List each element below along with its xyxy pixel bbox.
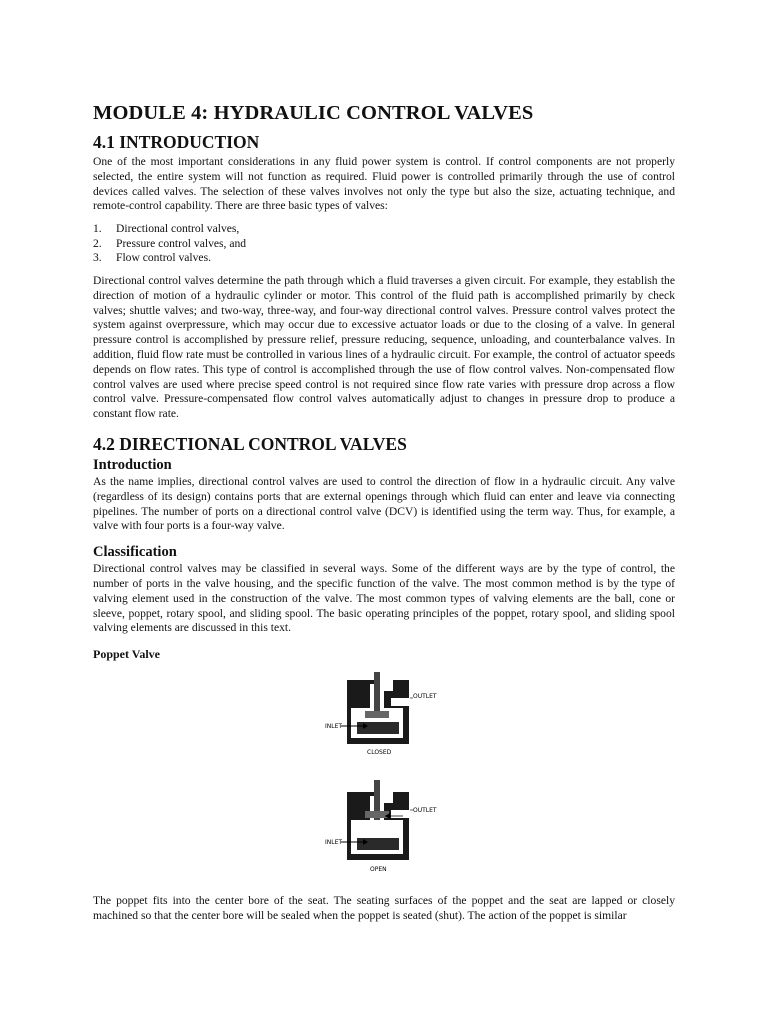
list-number: 1.: [93, 222, 102, 236]
list-text: Directional control valves,: [116, 222, 240, 236]
section-4-1-body: Directional control valves determine the path through which a fluid traverses a given circuit. For example, they establish the direction of motion of a hydraulic cylinder or motor. This control of the fluid path is accomplished primarily by check valves; shuttle valves; and two-way, three-way, and four-way directional control valves. Pressure control valves protect the system against overpressure, which may occur due to excessive actuator loads or due to the closing of a valve. In general pressure control is accomplished by pressure relief, pressure reducing, sequence, unloading, and counterbalance valves. In addition, fluid flow rate must be controlled in various lines of a hydraulic circuit. For example, the control of actuator speeds depends on flow rates. This type of control is accomplished through the use of flow control valves. Non-compensated flow control valves are used where precise speed control is not required since flow rate varies with pressure drop across a flow control valve. Pressure-compensated flow control valves automatically adjust to changes in pressure drop to produce a constant flow rate.: [93, 273, 675, 421]
poppet-valve-figures: [93, 670, 675, 880]
list-text: Pressure control valves, and: [116, 236, 247, 250]
list-text: Flow control valves.: [116, 251, 211, 265]
valve-types-list: [93, 222, 675, 266]
outlet-label: OUTLET: [413, 693, 437, 701]
list-item: [93, 237, 675, 252]
classification-heading: Classification: [93, 544, 177, 561]
outlet-label: OUTLET: [413, 807, 437, 815]
open-label: OPEN: [370, 866, 387, 874]
introduction-heading: Introduction: [93, 456, 172, 473]
module-title: MODULE 4: HYDRAULIC CONTROL VALVES: [93, 102, 534, 124]
poppet-closed-diagram: [323, 670, 443, 765]
document-page: [93, 100, 675, 932]
list-item: [93, 251, 675, 266]
section-4-2-heading: 4.2 DIRECTIONAL CONTROL VALVES: [93, 433, 407, 454]
section-4-2-intro: As the name implies, directional control valves are used to control the direction of flow in a hydraulic circuit. Any valve (regardless of its design) contains ports that are external openings through which fluid can enter and leave via connecting pipelines. The number of ports on a directional control valve (DCV) is identified using the term way. Thus, for example, a valve with four ports is a four-way valve.: [93, 474, 675, 533]
poppet-open-diagram: [323, 778, 443, 878]
inlet-label: INLET: [325, 723, 343, 731]
poppet-valve-heading: Poppet Valve: [93, 647, 161, 662]
inlet-label: INLET: [325, 839, 343, 847]
poppet-valve-text: The poppet fits into the center bore of the seat. The seating surfaces of the poppet and the seat are lapped or closely machined so that the center bore will be sealed when the poppet is seated (shut). The action of the poppet is similar: [93, 894, 675, 922]
poppet-open-figure: [323, 778, 443, 878]
classification-text: Directional control valves may be classified in several ways. Some of the different ways are by the type of control, the number of ports in the valve housing, and the specific function of the valve. The most common method is by the type of valving element used in the construction of the valve. The most common types of valving elements are the ball, cone or sleeve, poppet, rotary spool, and sliding spool. The basic operating principles of the poppet, rotary spool, and sliding spool valving elements are discussed in this text.: [93, 562, 675, 635]
closed-label: CLOSED: [367, 749, 392, 757]
list-number: 3.: [93, 251, 102, 265]
list-item: [93, 222, 675, 237]
list-number: 2.: [93, 236, 102, 250]
section-4-1-intro: One of the most important considerations in any fluid power system is control. If control components are not properly selected, the entire system will not function as required. Fluid power is controlled primarily through the use of control devices called valves. The selection of these valves involves not only the type but also the size, actuating technique, and remote-control capability. There are three basic types of valves:: [93, 155, 675, 213]
poppet-closed-figure: [323, 670, 443, 765]
section-4-1-heading: 4.1 INTRODUCTION: [93, 132, 260, 152]
